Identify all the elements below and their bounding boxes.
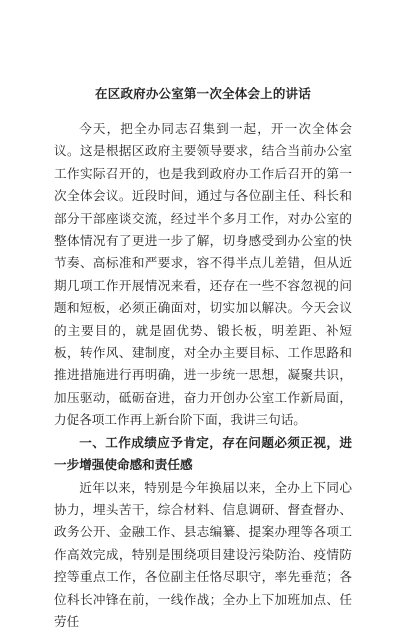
document-title: 在区政府办公室第一次全体会上的讲话 [54,86,352,102]
body-paragraph-section-1: 近年以来，特别是今年换届以来，全办上下同心协力，埋头苦干，综合材料、信息调研、督查督办、政务公开、金融工作、县志编纂、提案办理等各项工作高效完成，特别是围绕项目建设污染防治、疫情防控等重点工作，各位副主任恪尽职守，率先垂范；各位科长冲锋在前，一线作战；全办上下加班加点、任劳任 [54,477,352,633]
body-paragraph-opening: 今天，把全办同志召集到一起，开一次全体会议。这是根据区政府主要领导要求，结合当前办公室工作实际召开的，也是我到政府办工作后召开的第一次全体会议。近段时间，通过与各位副主任、科长和部分干部座谈交流，经过半个多月工作，对办公室的整体情况有了更进一步了解，切身感受到办公室的快节奏、高标准和严要求，容不得半点儿差错，但从近期几项工作开展情况来看，还存在一些不容忽视的问题和短板，必须正确面对，切实加以解决。今天会议的主要目的，就是固优势、锻长板，明差距、补短板，转作风、建制度，对全办主要目标、工作思路和推进措施进行再明确，进一步统一思想，凝聚共识，加压驱动，砥砺奋进，奋力开创办公室工作新局面，力促各项工作再上新台阶下面，我讲三句话。 [54,118,352,432]
section-heading-1: 一、工作成绩应予肯定，存在问题必须正视，进一步增强使命感和责任感 [54,432,352,477]
